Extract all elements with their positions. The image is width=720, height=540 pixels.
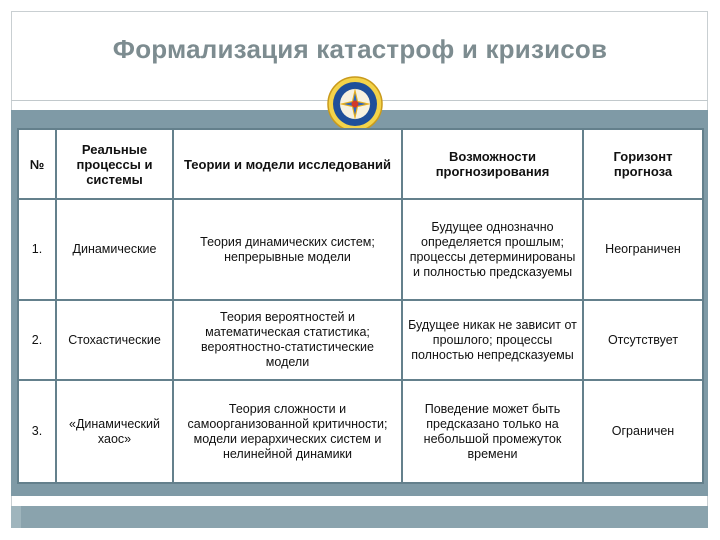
row-system: «Динамический хаос» — [56, 380, 173, 483]
row-possibility: Поведение может быть предсказано только на небольшой промежуток времени — [402, 380, 583, 483]
footer-bar — [11, 506, 708, 528]
header-systems: Реальные процессы и системы — [56, 129, 173, 199]
row-horizon: Неограничен — [583, 199, 703, 300]
header-theories: Теории и модели исследований — [173, 129, 402, 199]
row-system: Динамические — [56, 199, 173, 300]
header-possibilities: Возможности прогнозирования — [402, 129, 583, 199]
row-number: 1. — [18, 199, 56, 300]
row-number: 2. — [18, 300, 56, 380]
row-horizon: Отсутствует — [583, 300, 703, 380]
row-theory: Теория динамических систем; непрерывные модели — [173, 199, 402, 300]
table-row — [18, 300, 703, 380]
slide-title: Формализация катастроф и кризисов — [112, 34, 608, 64]
catastrophe-formalization-table — [17, 128, 704, 484]
row-theory: Теория вероятностей и математическая статистика; вероятностно-статистические модели — [173, 300, 402, 380]
row-theory: Теория сложности и самоорганизованной критичности; модели иерархических систем и нелинейной динамики — [173, 380, 402, 483]
row-possibility: Будущее никак не зависит от прошлого; процессы полностью непредсказуемы — [402, 300, 583, 380]
row-horizon: Ограничен — [583, 380, 703, 483]
table-row — [18, 199, 703, 300]
row-number: 3. — [18, 380, 56, 483]
header-horizon: Горизонт прогноза — [583, 129, 703, 199]
header-number: № — [18, 129, 56, 199]
row-possibility: Будущее однозначно определяется прошлым; процессы детерминированы и полностью предсказуемы — [402, 199, 583, 300]
row-system: Стохастические — [56, 300, 173, 380]
table-header-row — [18, 129, 703, 199]
table-row — [18, 380, 703, 483]
footer-accent — [11, 506, 21, 528]
emergency-ministry-emblem-icon — [327, 76, 383, 132]
